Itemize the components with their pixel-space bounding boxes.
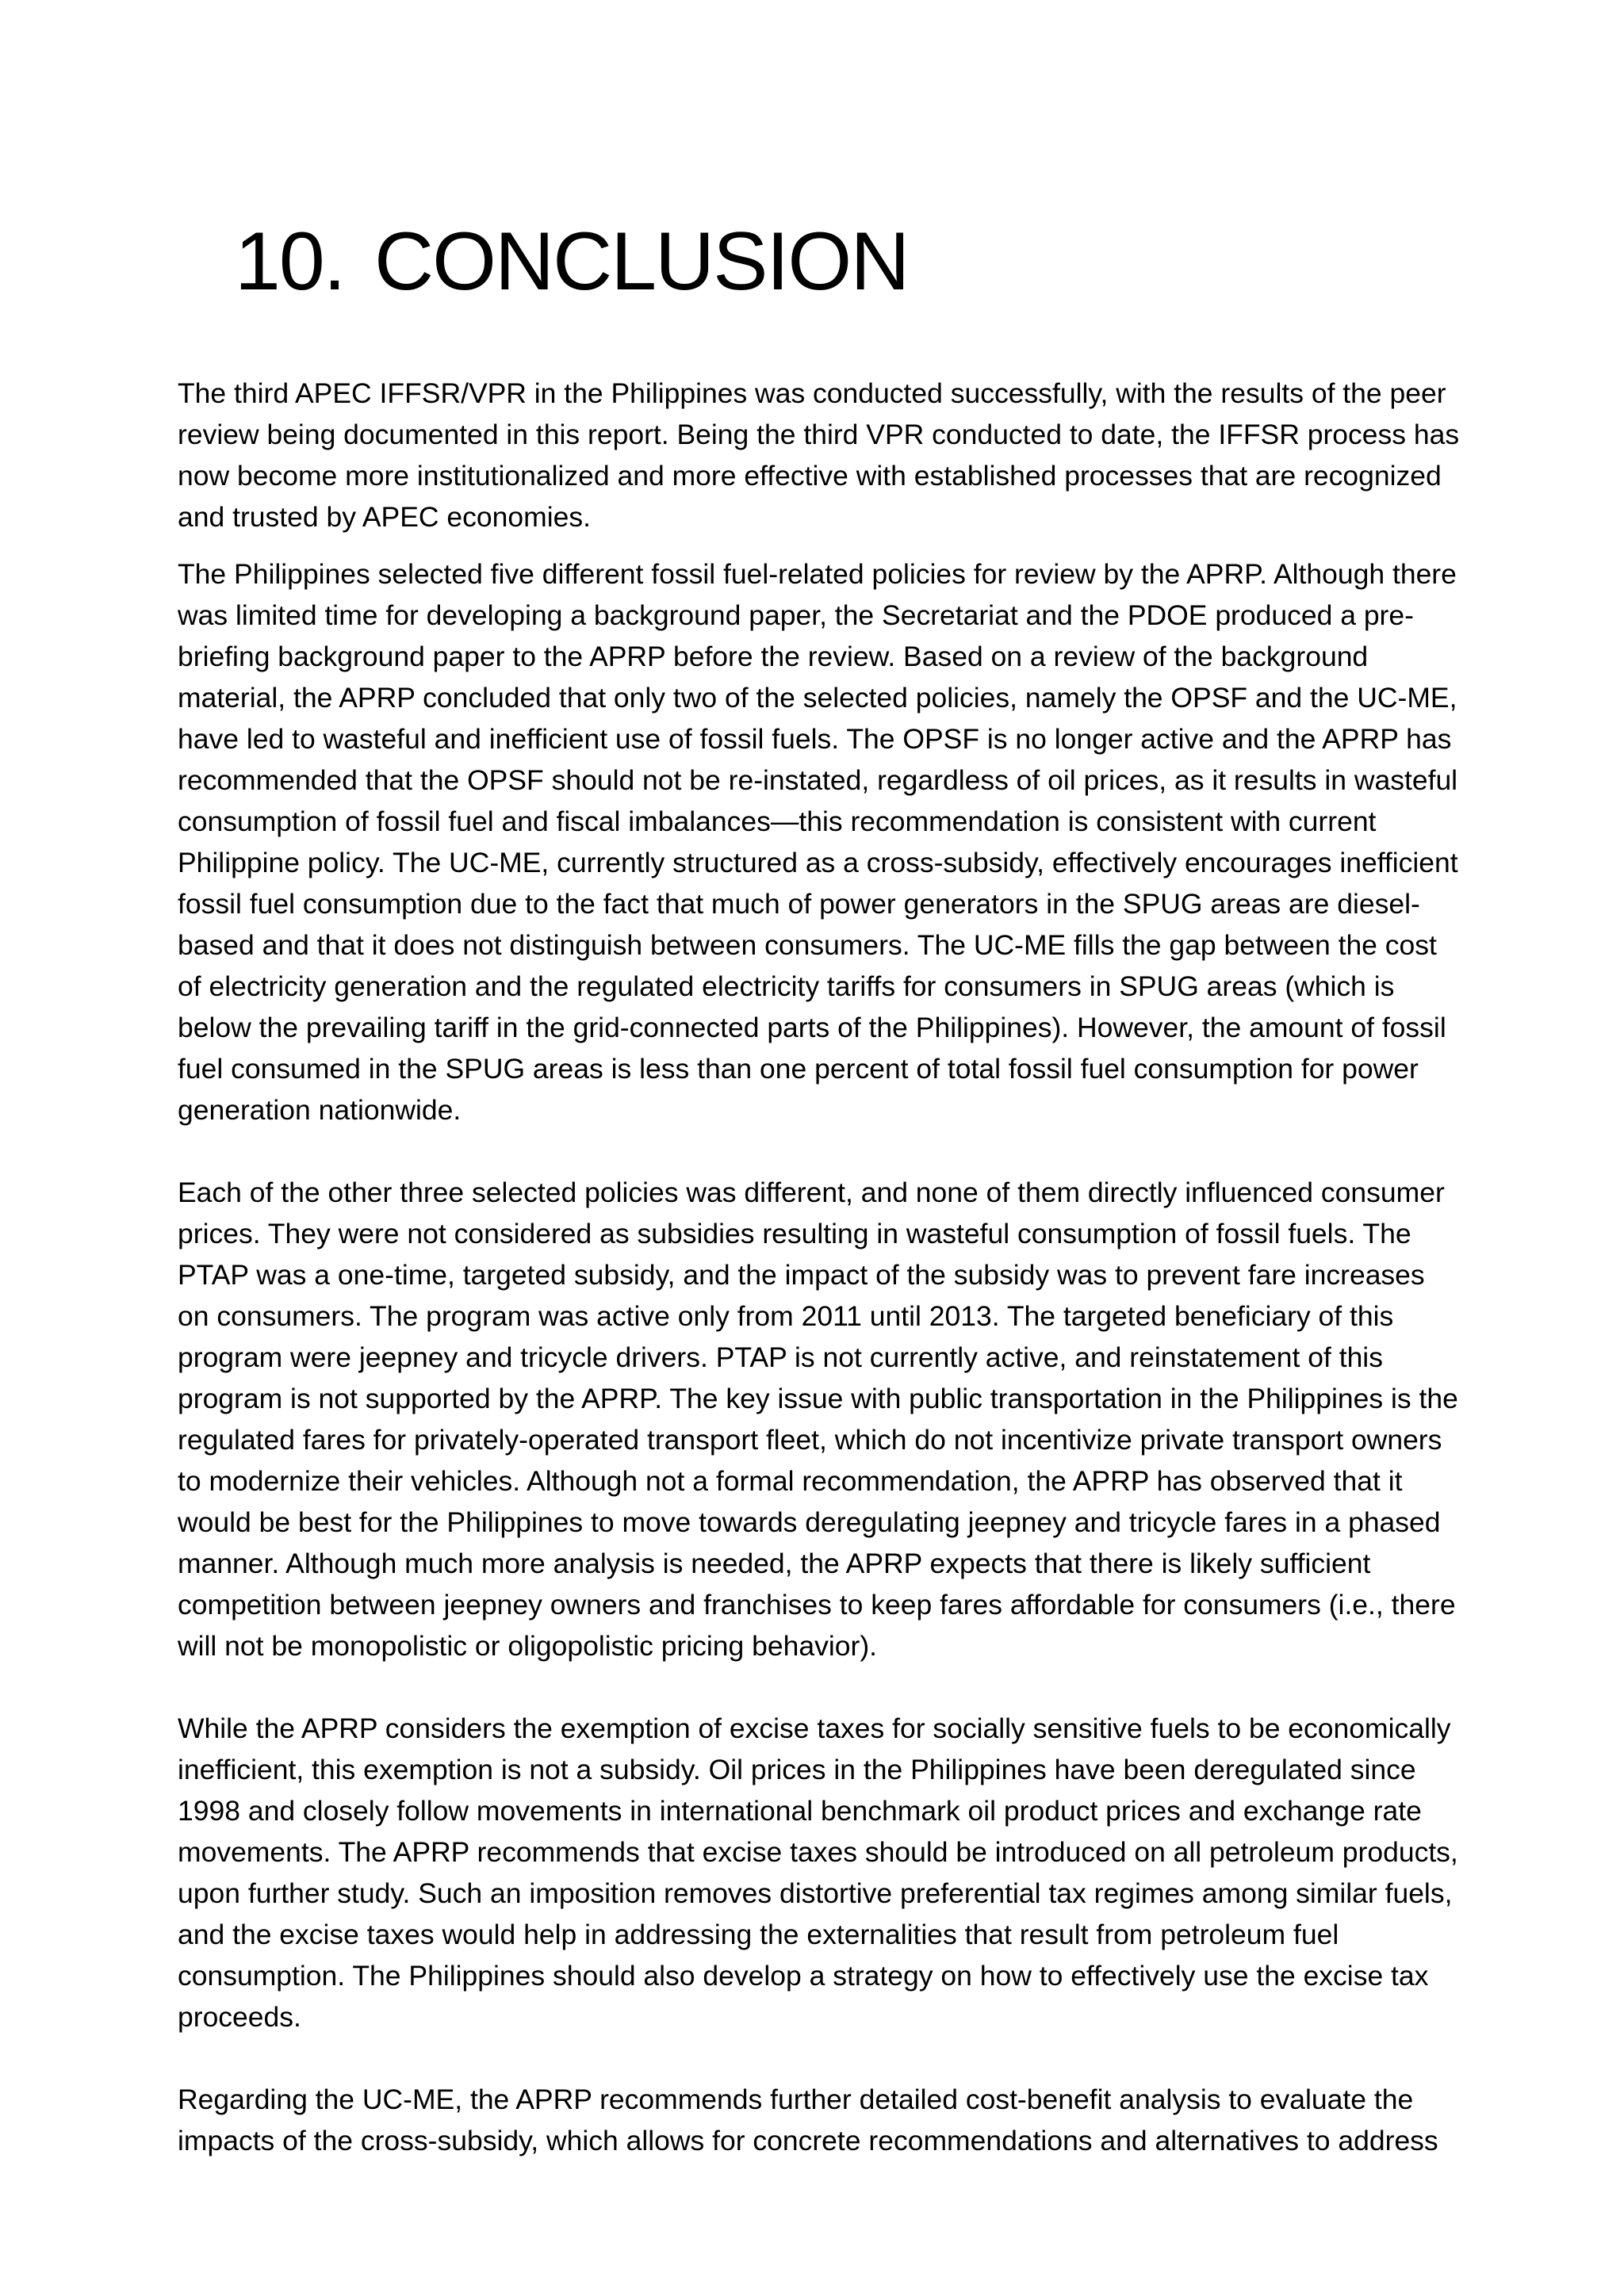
section-title: CONCLUSION [374,216,909,308]
section-number: 10. [235,216,345,308]
paragraph-uc-me: Regarding the UC-ME, the APRP recommends further detailed cost-benefit analysis to evaluate the impacts of the cross-subsidy, which allows for concrete recommendations and alternatives to address [178,2084,1438,2156]
paragraph-selected-policies: The Philippines selected five different fossil fuel-related policies for review by the APRP. Although there was limited time for developing a background paper, the Secretariat and the PDOE produced a pre-briefing background paper to the APRP before the review. Based on a review of the background material, the APRP concluded that only two of the selected policies, namely the OPSF and the UC-ME, have led to wasteful and inefficient use of fossil fuels. The OPSF is no longer active and the APRP has recommended that the OPSF should not be re-instated, regardless of oil prices, as it results in wasteful consumption of fossil fuel and fiscal imbalances—this recommendation is consistent with current Philippine policy. The UC-ME, currently structured as a cross-subsidy, effectively encourages inefficient fossil fuel consumption due to the fact that much of power generators in the SPUG areas are diesel-based and that it does not distinguish between consumers. The UC-ME fills the gap between the cost of electricity generation and the regulated electricity tariffs for consumers in SPUG areas (which is below the prevailing tariff in the grid-connected parts of the Philippines). However, the amount of fossil fuel consumed in the SPUG areas is less than one percent of total fossil fuel consumption for power generation nationwide. [178,558,1458,1126]
paragraph-intro: The third APEC IFFSR/VPR in the Philippines was conducted successfully, with the results of the peer review being documented in this report. Being the third VPR conducted to date, the IFFSR process has now become more institutionalized and more effective with established processes that are recognized and trusted by APEC economies. [178,377,1460,533]
paragraph-other-policies: Each of the other three selected policies was different, and none of them directly influenced consumer prices. They were not considered as subsidies resulting in wasteful consumption of fossil fuels. The PTAP was a one-time, targeted subsidy, and the impact of the subsidy was to prevent fare increases on consumers. The program was active only from 2011 until 2013. The targeted beneficiary of this program were jeepney and tricycle drivers. PTAP is not currently active, and reinstatement of this program is not supported by the APRP. The key issue with public transportation in the Philippines is the regulated fares for privately-operated transport fleet, which do not incentivize private transport owners to modernize their vehicles. Although not a formal recommendation, the APRP has observed that it would be best for the Philippines to move towards deregulating jeepney and tricycle fares in a phased manner. Although much more analysis is needed, the APRP expects that there is likely sufficient competition between jeepney owners and franchises to keep fares affordable for consumers (i.e., there will not be monopolistic or oligopolistic pricing behavior). [178,1177,1458,1662]
paragraph-excise-taxes: While the APRP considers the exemption of excise taxes for socially sensitive fuels to be economically inefficient, this exemption is not a subsidy. Oil prices in the Philippines have been deregulated since 1998 and closely follow movements in international benchmark oil product prices and exchange rate movements. The APRP recommends that excise taxes should be introduced on all petroleum products, upon further study. Such an imposition removes distortive preferential tax regimes among similar fuels, and the excise taxes would help in addressing the externalities that result from petroleum fuel consumption. The Philippines should also develop a strategy on how to effectively use the excise tax proceeds. [178,1712,1458,2033]
body-text [178,373,1461,2161]
section-heading [235,212,908,312]
